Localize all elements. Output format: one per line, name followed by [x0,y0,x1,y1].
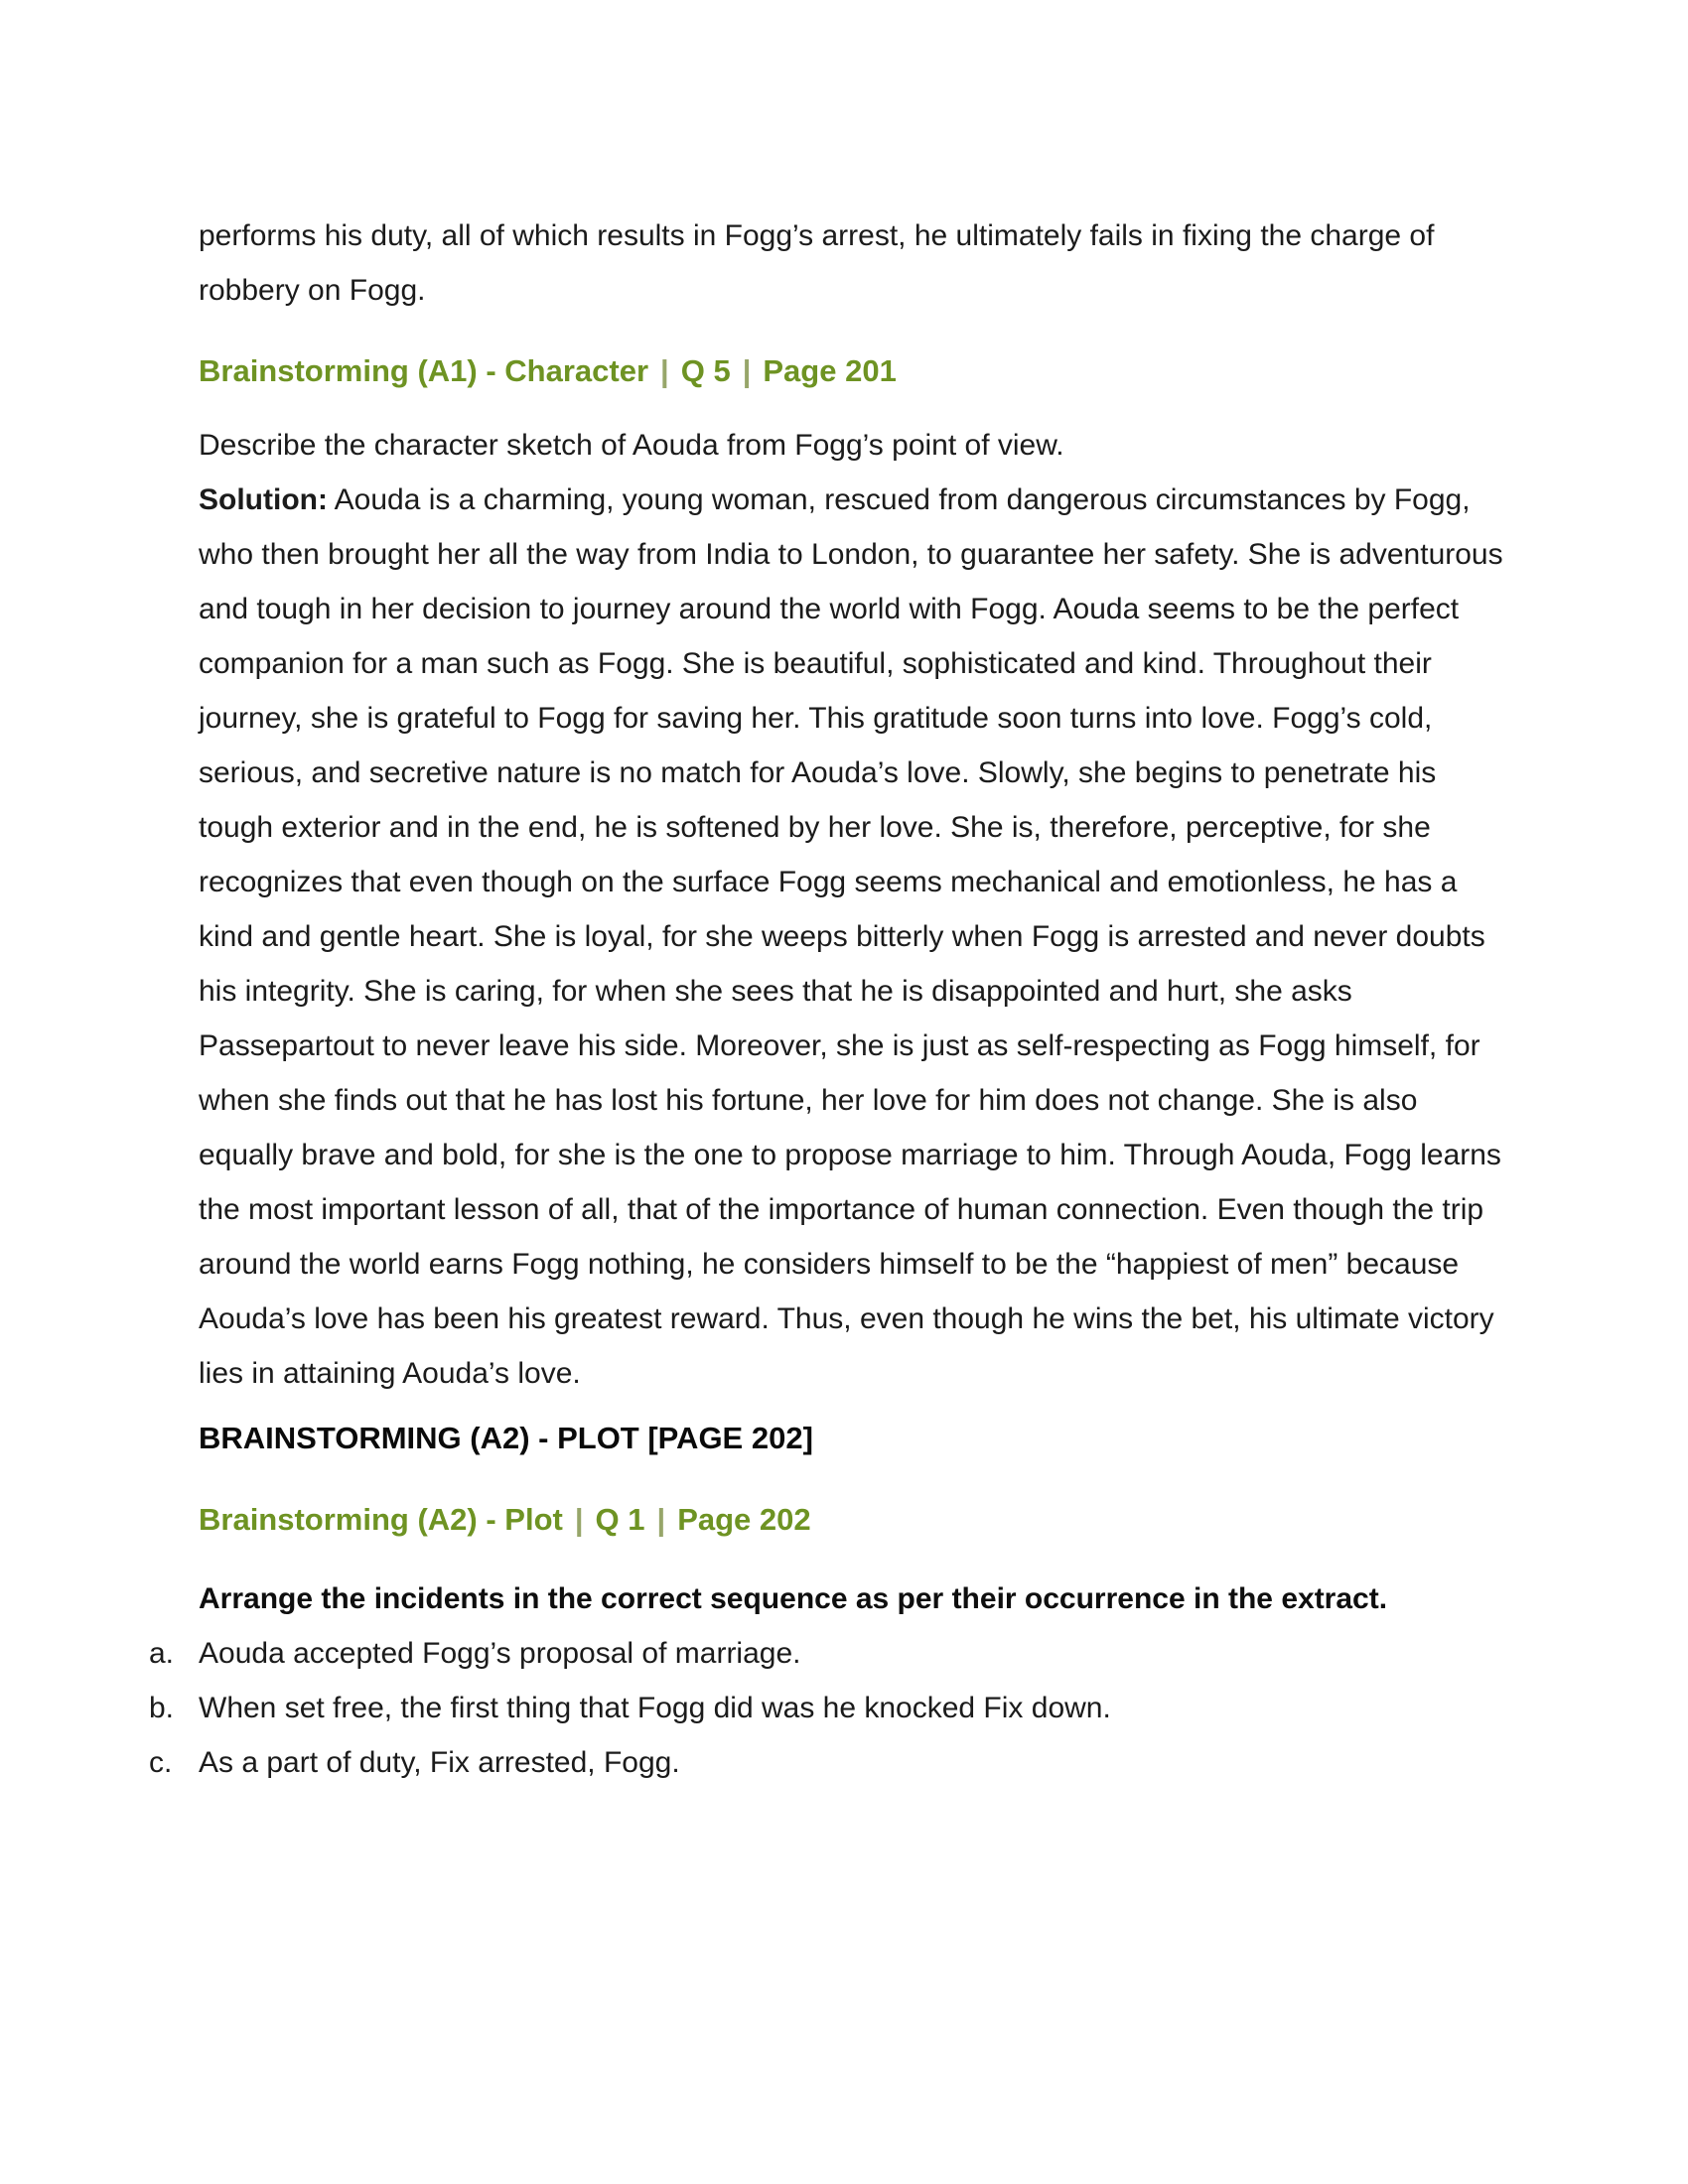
heading-part-question-number: Q 5 [680,353,731,388]
list-item-text: When set free, the first thing that Fogg did was he knocked Fix down. [199,1692,1111,1724]
heading-part-title: Brainstorming (A1) - Character [199,353,649,388]
list-item [149,1735,1504,1790]
list-item-text: Aouda accepted Fogg’s proposal of marriage. [199,1637,801,1670]
sequence-list [149,1626,1504,1790]
section-heading-a1-character [199,349,1504,393]
list-item-text: As a part of duty, Fix arrested, Fogg. [199,1746,680,1779]
solution-text: Aouda is a charming, young woman, rescued from dangerous circumstances by Fogg, who then brought her all the way from India to London, to guarantee her safety. She is adventurous and tough in her decision to journey around the world with Fogg. Aouda seems to be the perfect companion for a man such as Fogg. She is beautiful, sophisticated and kind. Throughout their journey, she is grateful to Fogg for saving her. This gratitude soon turns into love. Fogg’s cold, serious, and secretive nature is no match for Aouda’s love. Slowly, she begins to penetrate his tough exterior and in the end, he is softened by her love. She is, therefore, perceptive, for she recognizes that even though on the surface Fogg seems mechanical and emotionless, he has a kind and gentle heart. She is loyal, for she weeps bitterly when Fogg is arrested and never doubts his integrity. She is caring, for when she sees that he is disappointed and hurt, she asks Passepartout to never leave his side. Moreover, she is just as self-respecting as Fogg himself, for when she finds out that he has lost his fortune, her love for him does not change. She is also equally brave and bold, for she is the one to propose marriage to him. Through Aouda, Fogg learns the most important lesson of all, that of the importance of human connection. Even though the trip around the world earns Fogg nothing, he considers himself to be the “happiest of men” because Aouda’s love has been his greatest reward. Thus, even though he wins the bet, his ultimate victory lies in attaining Aouda’s love. [199,483,1503,1390]
list-marker: b. [149,1692,175,1724]
solution-label: Solution: [199,483,328,516]
section-heading-a2-plot-black: BRAINSTORMING (A2) - PLOT [PAGE 202] [199,1421,813,1455]
heading-part-page-number: Page 201 [763,353,897,388]
heading-separator: | [574,1502,584,1537]
solution-paragraph [199,473,1504,1401]
list-item [149,1626,1504,1681]
intro-paragraph: performs his duty, all of which results in Fogg’s arrest, he ultimately fails in fixing the charge of robbery on Fogg. [199,219,1435,307]
list-item [149,1681,1504,1735]
heading-part-question-number: Q 1 [595,1502,645,1537]
section-heading-a2-plot [199,1498,1504,1542]
heading-separator: | [656,1502,666,1537]
sequence-question: Arrange the incidents in the correct sequence as per their occurrence in the extract. [199,1582,1388,1615]
list-marker: a. [149,1637,175,1670]
question-text: Describe the character sketch of Aouda from Fogg’s point of view. [199,429,1064,462]
heading-part-page-number: Page 202 [677,1502,811,1537]
list-marker: c. [149,1746,173,1779]
heading-separator: | [660,353,669,388]
heading-separator: | [742,353,752,388]
heading-part-title: Brainstorming (A2) - Plot [199,1502,563,1537]
